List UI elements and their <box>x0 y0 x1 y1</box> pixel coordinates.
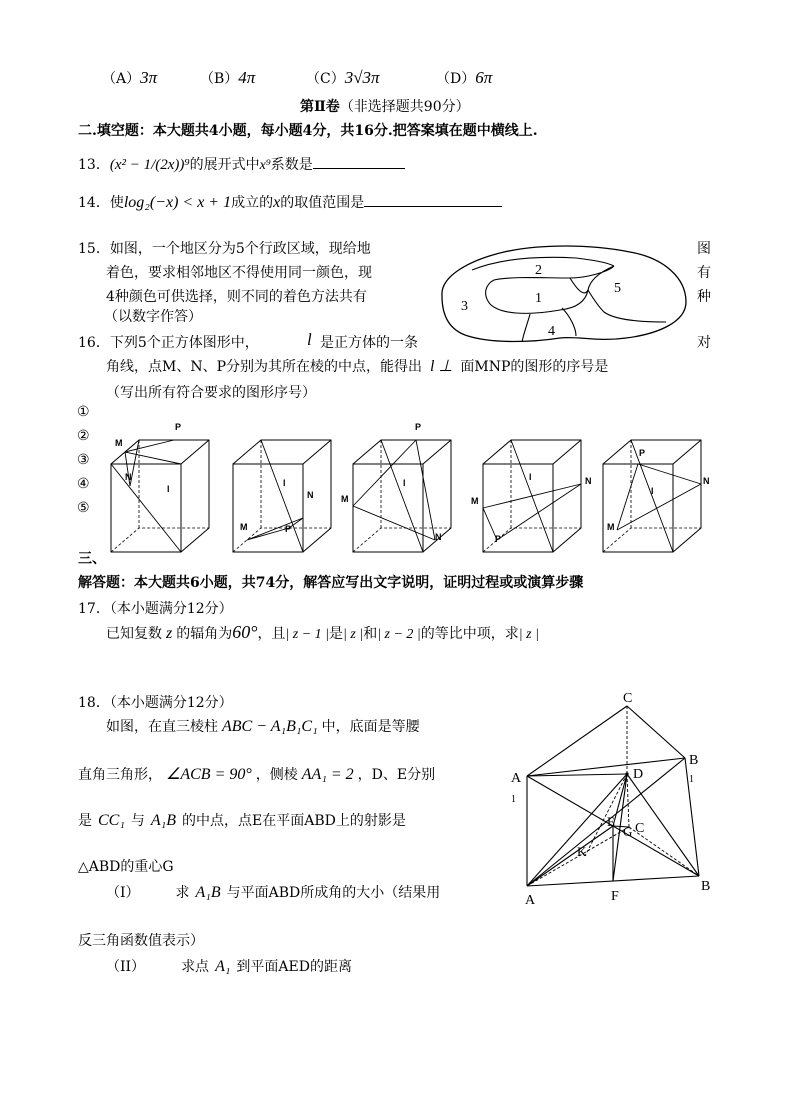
cube5-label-N: N <box>703 476 710 486</box>
q17-abs-3: | z − 2 | <box>377 627 421 642</box>
q16-perp-symbol: l ⊥ <box>430 358 453 375</box>
q18-score: （本小题满分12分） <box>109 695 233 711</box>
q18-number: 18． <box>78 695 110 711</box>
q17-number: 17． <box>78 601 110 617</box>
map-region-1: 1 <box>535 291 542 306</box>
section3-number: 三、 <box>78 551 106 567</box>
q15-text-1: 如图，一个地区分为5个行政区域，现给地 <box>109 241 371 257</box>
fig-label-K: K <box>577 844 587 859</box>
q13 <box>78 154 405 174</box>
point-D-dot <box>625 772 628 775</box>
q13-expression: (x² − 1/(2x))⁹ <box>109 157 190 173</box>
q17-abs-2: | z | <box>343 627 364 642</box>
q18-line2 <box>78 764 435 784</box>
cube-figure-2 <box>233 440 331 552</box>
q16-line2 <box>106 356 608 376</box>
q18-prism: ABC − A₁B₁C₁ <box>222 718 318 735</box>
q17-text-c: ，且 <box>257 626 286 642</box>
q16-line1 <box>78 332 259 352</box>
q13-number: 13． <box>78 157 110 173</box>
q18-text-2b: ，侧棱 <box>255 767 298 783</box>
part2-header <box>300 96 470 116</box>
cube4-label-M: M <box>471 496 479 506</box>
cube2-label-l: l <box>283 478 286 488</box>
cube1-label-M: M <box>115 438 123 448</box>
q16-cube-figures <box>105 418 725 560</box>
q14-mid: 成立的 <box>231 195 274 211</box>
cube5-label-l: l <box>651 486 654 496</box>
q15-line1-end: 图 <box>697 241 711 257</box>
q18-line1 <box>106 716 420 736</box>
map-region-3: 3 <box>461 299 468 314</box>
q13-var: x⁹ <box>259 158 271 173</box>
fig-label-A: A <box>525 893 536 908</box>
q15-number: 15． <box>78 241 110 257</box>
q18-sub1 <box>106 882 440 902</box>
q18-edge: AA₁ = 2 <box>301 766 354 783</box>
q18-sub1-label: （I） <box>106 885 140 901</box>
section2-heading: 二.填空题：本大题共4小题，每小题4分，共16分.把答案填在题中横线上. <box>78 123 538 139</box>
cube-figure-4 <box>471 440 592 552</box>
cube1-label-l: l <box>167 484 170 494</box>
cube4-label-P: P <box>495 534 502 544</box>
option-value: 4π <box>238 68 256 87</box>
cube2-label-N: N <box>307 490 314 500</box>
q15-line4: （以数字作答） <box>104 309 202 325</box>
q16-list-5: ⑤ <box>77 500 90 516</box>
q15-line3-end: 种 <box>697 289 711 305</box>
map-region-4: 4 <box>548 324 555 339</box>
q16-line3: （写出所有符合要求的图形序号） <box>106 385 316 401</box>
q18-line3 <box>78 810 406 830</box>
cube1-label-P: P <box>175 422 182 432</box>
q18-sub1-text-b: 与平面ABD所成角的大小（结果用 <box>226 885 441 901</box>
cube3-label-P: P <box>415 422 422 432</box>
fig-label-C: C <box>635 821 645 836</box>
q17-score: （本小题满分12分） <box>109 601 233 617</box>
q17-body <box>106 622 539 643</box>
section3-heading: 解答题：本大题共6小题，共74分，解答应写出文字说明，证明过程或或演算步骤 <box>78 575 584 591</box>
q14-expression: log₂(−x) < x + 1 <box>123 194 232 211</box>
q16-text-2a: 角线，点M、N、P分别为其所在棱的中点，能得出 <box>106 359 423 375</box>
q17-abs-4: | z | <box>518 627 539 642</box>
q18-text-1b: 中，底面是等腰 <box>321 719 420 735</box>
part2-title: 第Ⅱ卷 <box>300 99 340 115</box>
fig-label-B: B <box>701 879 711 894</box>
q15-line3: 4种颜色可供选择，则不同的着色方法共有 <box>106 289 367 305</box>
q15-line1 <box>78 238 371 258</box>
q18-text-3c: 的中点，点E在平面ABD上的射影是 <box>182 813 406 829</box>
q15-line2: 着色，要求相邻地区不得使用同一颜色，现 <box>106 265 372 281</box>
cube3-label-N: N <box>435 532 442 542</box>
q17-text-d: 是 <box>329 626 344 642</box>
q13-answer-blank[interactable] <box>313 168 405 169</box>
map-region-2: 2 <box>535 263 542 278</box>
q16-list-1: ① <box>77 404 90 420</box>
option-label: （B） <box>200 71 239 87</box>
fig-label-E: E <box>607 814 615 829</box>
q16-text-2b: 面MNP的图形的序号是 <box>460 359 609 375</box>
q12-option-b <box>200 68 255 88</box>
q18-sub2-label: （II） <box>106 959 146 975</box>
part2-note: （非选择题共90分） <box>339 99 470 115</box>
q13-text-b: 系数是 <box>270 157 313 173</box>
fig-label-G: G <box>623 824 633 839</box>
cube-figure-1 <box>111 422 209 552</box>
cube1-label-N: N <box>125 472 132 482</box>
option-value: 3π <box>140 68 158 87</box>
cube5-label-M: M <box>607 522 615 532</box>
q17-angle: 60° <box>232 622 258 642</box>
cube4-label-l: l <box>529 472 532 482</box>
q17-text-a: 已知复数 <box>106 626 162 642</box>
q16-list-3: ③ <box>77 452 90 468</box>
q18-sub1-seg: A₁B <box>195 884 221 901</box>
q12-option-a <box>102 68 157 88</box>
option-label: （C） <box>306 71 345 87</box>
fig-label-B1-sub: 1 <box>689 774 694 785</box>
q14-var: x <box>273 194 281 211</box>
q18-angle: ∠ACB = 90° <box>166 766 252 783</box>
q14 <box>78 192 502 212</box>
q18-text-1a: 如图，在直三棱柱 <box>106 719 218 735</box>
q16-text-1b: 是正方体的一条 <box>320 335 418 351</box>
cube2-label-M: M <box>240 522 248 532</box>
q14-pre: 使 <box>109 195 124 211</box>
fig-label-B1: B <box>689 753 699 768</box>
q16-list-2: ② <box>77 428 90 444</box>
cube2-label-P: P <box>285 524 292 534</box>
q18-text-3b: 与 <box>130 813 145 829</box>
fig-label-F: F <box>611 889 619 904</box>
q18-sub2-point: A₁ <box>215 958 231 975</box>
cube-figure-3 <box>341 422 451 552</box>
q16-var-l: l <box>307 330 312 349</box>
q17-text-e: 和 <box>363 626 378 642</box>
q18-sub1-text-a: 求 <box>175 885 190 901</box>
q12-option-c <box>306 68 380 88</box>
map-region-5: 5 <box>614 281 621 296</box>
q17-abs-1: | z − 1 | <box>285 627 330 642</box>
q18-text-2c: ，D、E分别 <box>357 767 436 783</box>
q17-var-z: z <box>166 625 173 642</box>
q12-option-d <box>436 68 492 88</box>
q18-sub2-text-a: 求点 <box>181 959 210 975</box>
q18-sub2 <box>106 956 352 976</box>
q17-text-f: 的等比中项，求 <box>420 626 519 642</box>
q18-sub1-cont: 反三角函数值表示） <box>78 933 204 949</box>
fig-label-D: D <box>633 767 644 782</box>
q16-list-4: ④ <box>77 476 90 492</box>
q14-number: 14． <box>78 195 110 211</box>
q18-header <box>78 692 233 712</box>
fig-label-A1: A <box>511 771 522 786</box>
q18-text-2a: 直角三角形， <box>78 767 162 783</box>
q17-text-b: 的辐角为 <box>176 626 233 642</box>
cube5-label-P: P <box>639 448 646 458</box>
q17-header <box>78 598 233 618</box>
q18-seg-2: A₁B <box>150 812 177 829</box>
cube3-label-M: M <box>341 494 349 504</box>
fig-label-C1: C <box>623 691 633 706</box>
q16-line1-end: 对 <box>697 335 711 351</box>
option-value: 3√3π <box>344 68 380 87</box>
q18-prism-figure <box>505 690 725 910</box>
q18-text-3a: 是 <box>78 813 92 829</box>
q18-line4: △ABD的重心G <box>78 859 174 875</box>
q14-answer-blank[interactable] <box>364 206 502 207</box>
cube4-label-N: N <box>585 476 592 486</box>
q15-map-figure <box>430 238 692 348</box>
fig-label-A1-sub: 1 <box>511 794 516 805</box>
q18-seg-1: CC₁ <box>98 812 125 829</box>
option-label: （A） <box>102 71 141 87</box>
q16-text-1a: 下列5个正方体图形中， <box>109 335 259 351</box>
cube3-label-l: l <box>403 478 406 488</box>
q13-text-a: 的展开式中 <box>189 157 260 173</box>
q16-number: 16． <box>78 335 110 351</box>
q18-sub2-text-b: 到平面AED的距离 <box>236 959 352 975</box>
q14-post: 的取值范围是 <box>280 195 365 211</box>
option-label: （D） <box>436 71 476 87</box>
cube-figure-5 <box>603 440 710 552</box>
q15-line2-end: 有 <box>697 265 711 281</box>
option-value: 6π <box>475 68 493 87</box>
